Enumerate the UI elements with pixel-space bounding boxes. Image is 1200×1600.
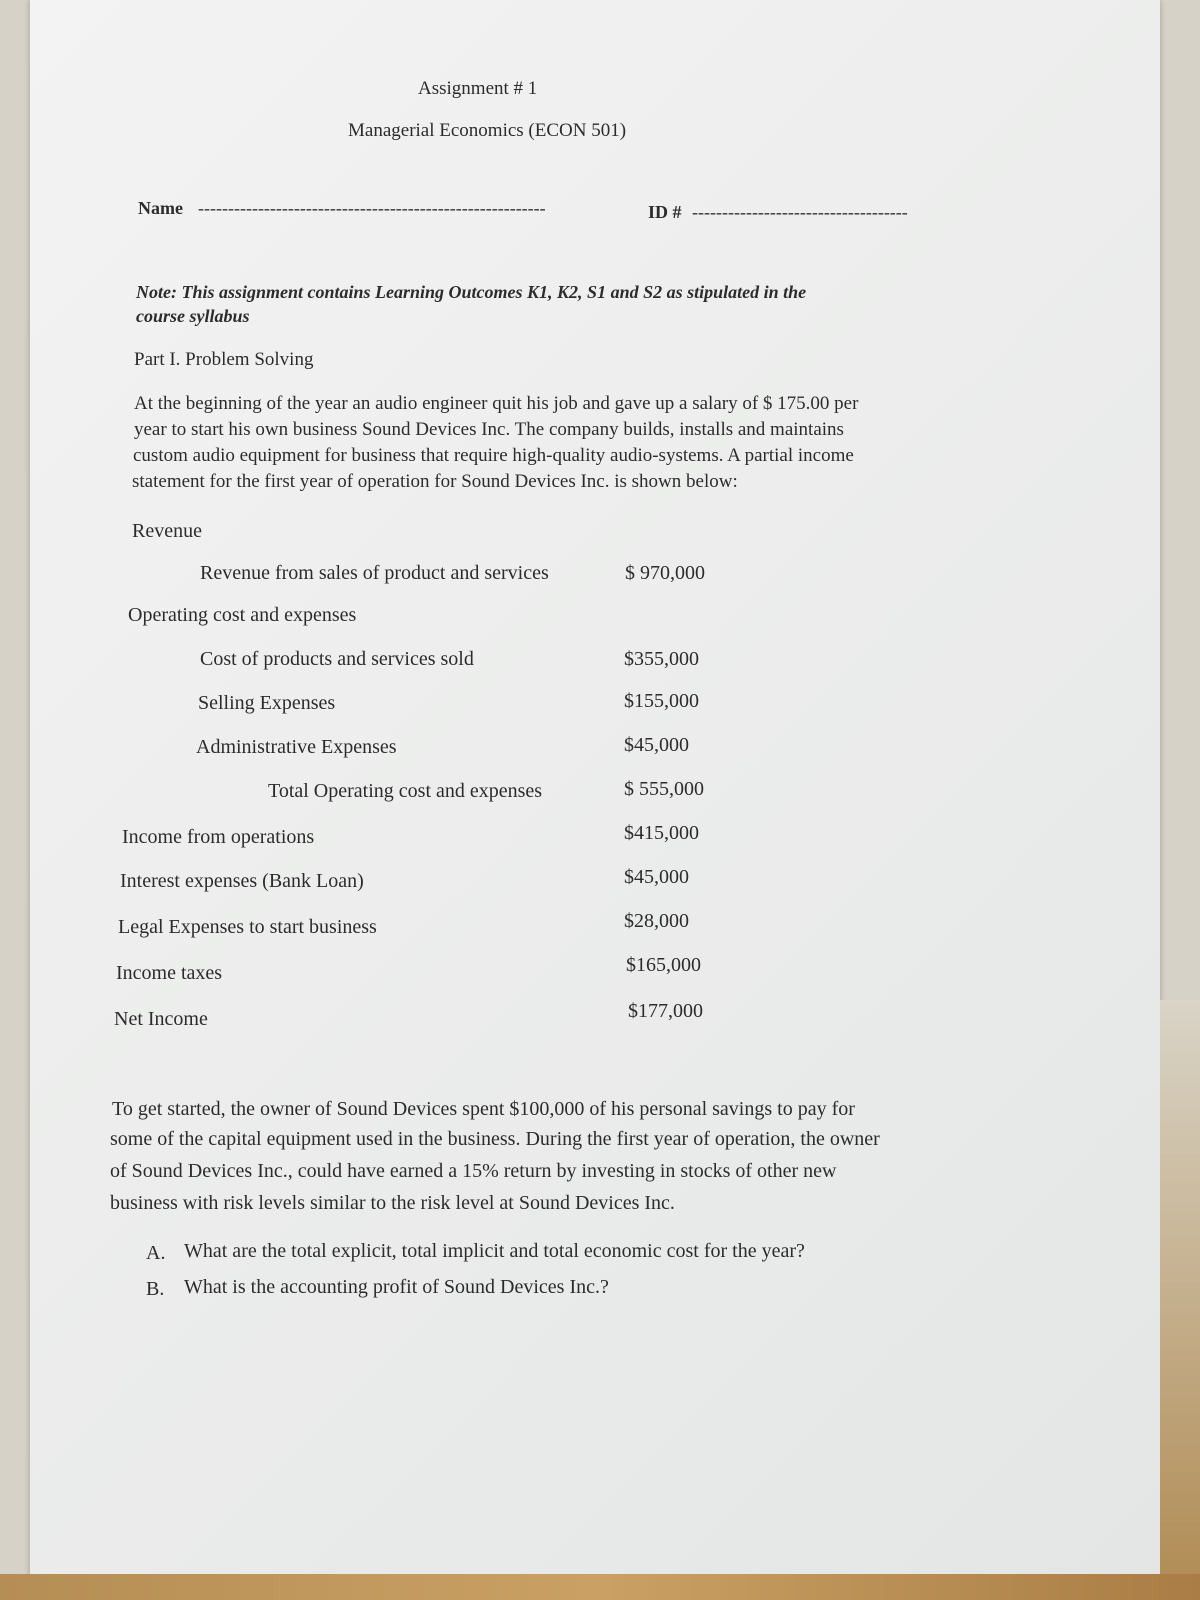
taxes-label: Income taxes — [116, 962, 223, 984]
note-line-1: Note: This assignment contains Learning Outcomes K1, K2, S1 and S2 as stipulated in the — [136, 282, 807, 302]
background-edge — [1160, 1000, 1200, 1600]
cogs-value: $355,000 — [624, 648, 699, 670]
admin-value: $45,000 — [624, 734, 689, 756]
note-line-2: course syllabus — [136, 306, 250, 326]
assignment-sheet — [30, 0, 1160, 1580]
cogs-label: Cost of products and services sold — [200, 648, 474, 670]
part-heading: Part I. Problem Solving — [134, 349, 314, 370]
admin-label: Administrative Expenses — [196, 736, 397, 758]
problem-line-2: year to start his own business Sound Devices Inc. The company builds, installs and maintains — [134, 419, 844, 440]
legal-label: Legal Expenses to start business — [118, 916, 377, 938]
selling-value: $155,000 — [624, 690, 699, 712]
total-opcost-value: $ 555,000 — [624, 778, 704, 800]
problem-line-3: custom audio equipment for business that require high-quality audio-systems. A partial income — [133, 445, 854, 466]
revenue-item-label: Revenue from sales of product and services — [200, 562, 549, 584]
opcost-header: Operating cost and expenses — [128, 604, 357, 626]
problem-line-1: At the beginning of the year an audio engineer quit his job and gave up a salary of $ 175.00 per — [134, 393, 859, 414]
income-ops-value: $415,000 — [624, 822, 699, 844]
income-ops-label: Income from operations — [122, 826, 315, 848]
course-title: Managerial Economics (ECON 501) — [348, 120, 627, 141]
interest-value: $45,000 — [624, 866, 689, 888]
followup-line-3: of Sound Devices Inc., could have earned a 15% return by investing in stocks of other new — [110, 1160, 837, 1182]
selling-label: Selling Expenses — [198, 692, 336, 714]
question-b-marker: B. — [146, 1278, 165, 1300]
total-opcost-label: Total Operating cost and expenses — [268, 780, 543, 802]
name-field-line[interactable]: ---------------------------------------------------------- — [198, 198, 546, 218]
assignment-title: Assignment # 1 — [418, 78, 538, 99]
table-surface — [0, 1574, 1200, 1600]
question-b-text: What is the accounting profit of Sound Devices Inc.? — [184, 1276, 609, 1298]
id-field-line[interactable]: ------------------------------------ — [692, 202, 908, 222]
taxes-value: $165,000 — [626, 954, 701, 976]
interest-label: Interest expenses (Bank Loan) — [120, 870, 364, 892]
id-label: ID # — [648, 202, 682, 222]
revenue-header: Revenue — [132, 520, 202, 542]
question-a-marker: A. — [146, 1242, 166, 1264]
problem-line-4: statement for the first year of operation for Sound Devices Inc. is shown below: — [132, 471, 738, 492]
net-income-value: $177,000 — [628, 1000, 703, 1022]
revenue-item-value: $ 970,000 — [625, 562, 705, 584]
name-label: Name — [138, 198, 183, 218]
followup-line-2: some of the capital equipment used in the business. During the first year of operation, the owner — [110, 1128, 880, 1150]
question-a-text: What are the total explicit, total implicit and total economic cost for the year? — [184, 1240, 805, 1262]
followup-line-4: business with risk levels similar to the risk level at Sound Devices Inc. — [110, 1192, 675, 1214]
followup-line-1: To get started, the owner of Sound Devices spent $100,000 of his personal savings to pay for — [112, 1098, 855, 1120]
legal-value: $28,000 — [624, 910, 689, 932]
net-income-label: Net Income — [114, 1008, 208, 1030]
